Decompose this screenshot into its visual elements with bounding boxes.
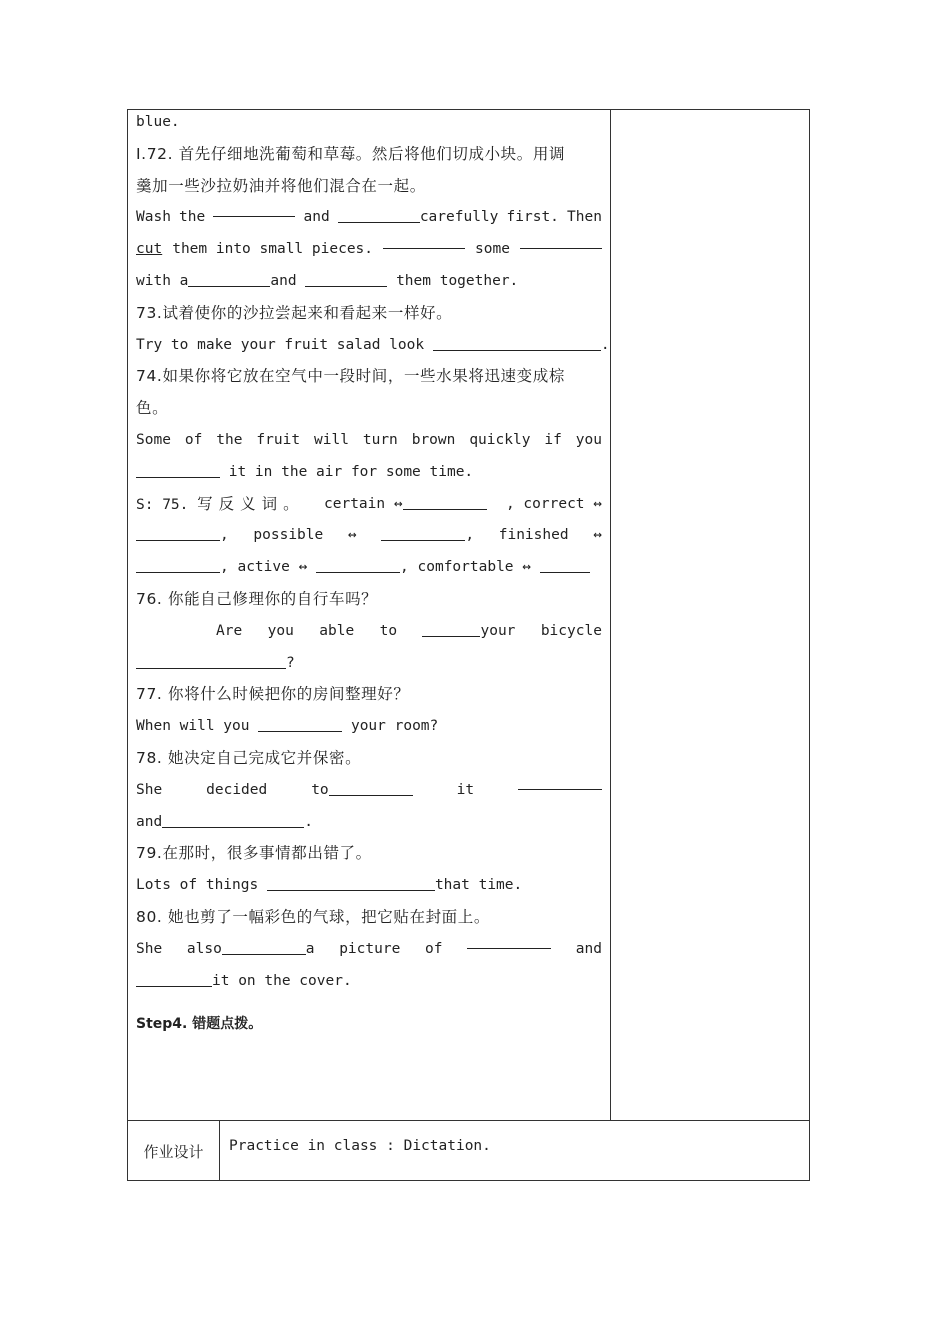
question-80-en-line2 [136, 966, 602, 998]
word: picture [339, 940, 401, 957]
word: Some [136, 431, 171, 448]
exercise-content [136, 107, 610, 1041]
question-72-en-line1 [136, 202, 602, 234]
homework-text: Practice in class : Dictation. [229, 1138, 491, 1154]
word: ↔ [593, 527, 602, 544]
question-79-en [136, 870, 602, 902]
word: certain ↔ [324, 495, 403, 512]
word: if [544, 431, 562, 448]
answer-blank[interactable] [136, 463, 220, 478]
question-80-en-line1 [136, 934, 602, 966]
footer-divider [219, 1120, 220, 1181]
question-78-en-line2 [136, 807, 602, 839]
word: , comfortable ↔ [400, 559, 531, 576]
word: the [179, 209, 206, 226]
word: it [456, 781, 475, 798]
word: and [136, 813, 163, 830]
word: fruit [256, 431, 301, 448]
question-76-en-line1 [136, 616, 602, 648]
word: of [424, 940, 443, 957]
word: turn [362, 431, 398, 448]
question-73-cn: 73.试着使你的沙拉尝起来和看起来一样好。 [136, 303, 453, 322]
question-79-cn: 79.在那时，很多事情都出错了。 [136, 844, 372, 863]
answer-blank[interactable] [136, 558, 220, 573]
question-76-en-line2 [136, 648, 602, 680]
answer-blank[interactable] [267, 876, 435, 891]
question-72-en-line2 [136, 234, 602, 266]
homework-label: 作业设计 [143, 1142, 204, 1161]
word: the [216, 431, 243, 448]
word: , [465, 527, 475, 544]
word: finished [498, 527, 569, 544]
word: Wash [136, 209, 171, 226]
question-80-cn: 80. 她也剪了一幅彩色的气球，把它贴在封面上。 [136, 907, 490, 926]
question-75-line2 [136, 520, 602, 552]
answer-blank[interactable] [467, 934, 551, 949]
word: possible [253, 527, 324, 544]
word: 写反义词。 [197, 494, 305, 513]
word: carefully [419, 209, 499, 226]
word: brown [411, 431, 456, 448]
word: decided [206, 781, 268, 798]
text-line: blue. [136, 114, 180, 130]
word: and [575, 940, 602, 957]
step4-heading: Step4. 错题点拨。 [136, 1016, 263, 1033]
word: ↔ [347, 527, 357, 544]
word: Are [216, 622, 243, 639]
answer-blank[interactable] [222, 940, 306, 955]
question-75-line1 [136, 489, 602, 521]
word: some [475, 241, 510, 258]
word: and [270, 272, 297, 289]
word: ? [286, 654, 295, 671]
answer-blank[interactable] [329, 781, 413, 796]
answer-blank[interactable] [338, 208, 420, 223]
answer-blank[interactable] [381, 526, 465, 541]
word: , active ↔ [220, 559, 308, 576]
word: it on the cover. [212, 972, 352, 989]
answer-blank[interactable] [383, 234, 465, 249]
answer-blank[interactable] [213, 202, 295, 217]
question-74-cn-cont: 色。 [136, 399, 169, 418]
answer-blank[interactable] [188, 272, 270, 287]
word: bicycle [540, 622, 602, 639]
word: When will you [136, 718, 250, 735]
answer-blank[interactable] [136, 972, 212, 987]
question-77-en [136, 711, 602, 743]
word: She [136, 940, 163, 957]
word: , [220, 527, 229, 544]
answer-blank[interactable] [518, 775, 602, 790]
word: to [379, 622, 398, 639]
question-78-cn: 78. 她决定自己完成它并保密。 [136, 748, 362, 767]
question-72-cn-cont: 羹加一些沙拉奶油并将他们混合在一起。 [136, 176, 426, 195]
word: you [267, 622, 294, 639]
question-74-en-line2 [136, 457, 602, 489]
word: , correct ↔ [505, 495, 602, 512]
word: Try to make your fruit salad look [136, 336, 425, 353]
word: them into small pieces. [172, 241, 374, 258]
word: quickly [469, 431, 531, 448]
question-72-en-line3 [136, 266, 602, 298]
word: a [305, 940, 315, 957]
word: She [136, 781, 163, 798]
answer-blank[interactable] [136, 654, 286, 669]
answer-blank[interactable] [136, 526, 220, 541]
question-74-en-line1 [136, 425, 602, 457]
question-74-cn: 74.如果你将它放在空气中一段时间，一些水果将迅速变成棕 [136, 367, 565, 386]
word: you [575, 431, 602, 448]
word: to [311, 781, 329, 798]
word: Lots of things [136, 877, 259, 894]
answer-blank[interactable] [258, 717, 342, 732]
answer-blank[interactable] [162, 813, 304, 828]
word: first. [506, 209, 559, 226]
answer-blank[interactable] [403, 495, 487, 510]
word: will [314, 431, 349, 448]
question-76-cn: 76. 你能自己修理你的自行车吗？ [136, 589, 378, 608]
word: that time. [434, 877, 523, 894]
answer-blank[interactable] [433, 336, 601, 351]
word: it in the air for some time. [220, 463, 474, 480]
word: with a [136, 272, 189, 289]
question-73-en [136, 330, 610, 362]
word: of [184, 431, 203, 448]
word: . [304, 813, 313, 830]
word: your room? [342, 718, 439, 735]
word: Then [567, 209, 602, 226]
word: and [303, 209, 330, 226]
answer-blank[interactable] [305, 272, 387, 287]
word: S: 75. [136, 496, 189, 513]
word: also [186, 940, 222, 957]
answer-blank[interactable] [422, 622, 480, 637]
word: your [480, 622, 516, 639]
question-75-line3 [136, 552, 602, 584]
answer-blank[interactable] [540, 558, 590, 573]
answer-blank[interactable] [520, 234, 602, 249]
question-78-en-line1 [136, 775, 602, 807]
word-cut: cut [136, 241, 163, 258]
question-72-cn: I.72. 首先仔细地洗葡萄和草莓。然后将他们切成小块。用调 [136, 144, 566, 163]
answer-blank[interactable] [316, 558, 400, 573]
question-77-cn: 77. 你将什么时候把你的房间整理好？ [136, 685, 410, 704]
column-divider [610, 109, 611, 1121]
word: able [319, 622, 355, 639]
word: . [600, 336, 610, 353]
word: them together. [396, 272, 519, 289]
